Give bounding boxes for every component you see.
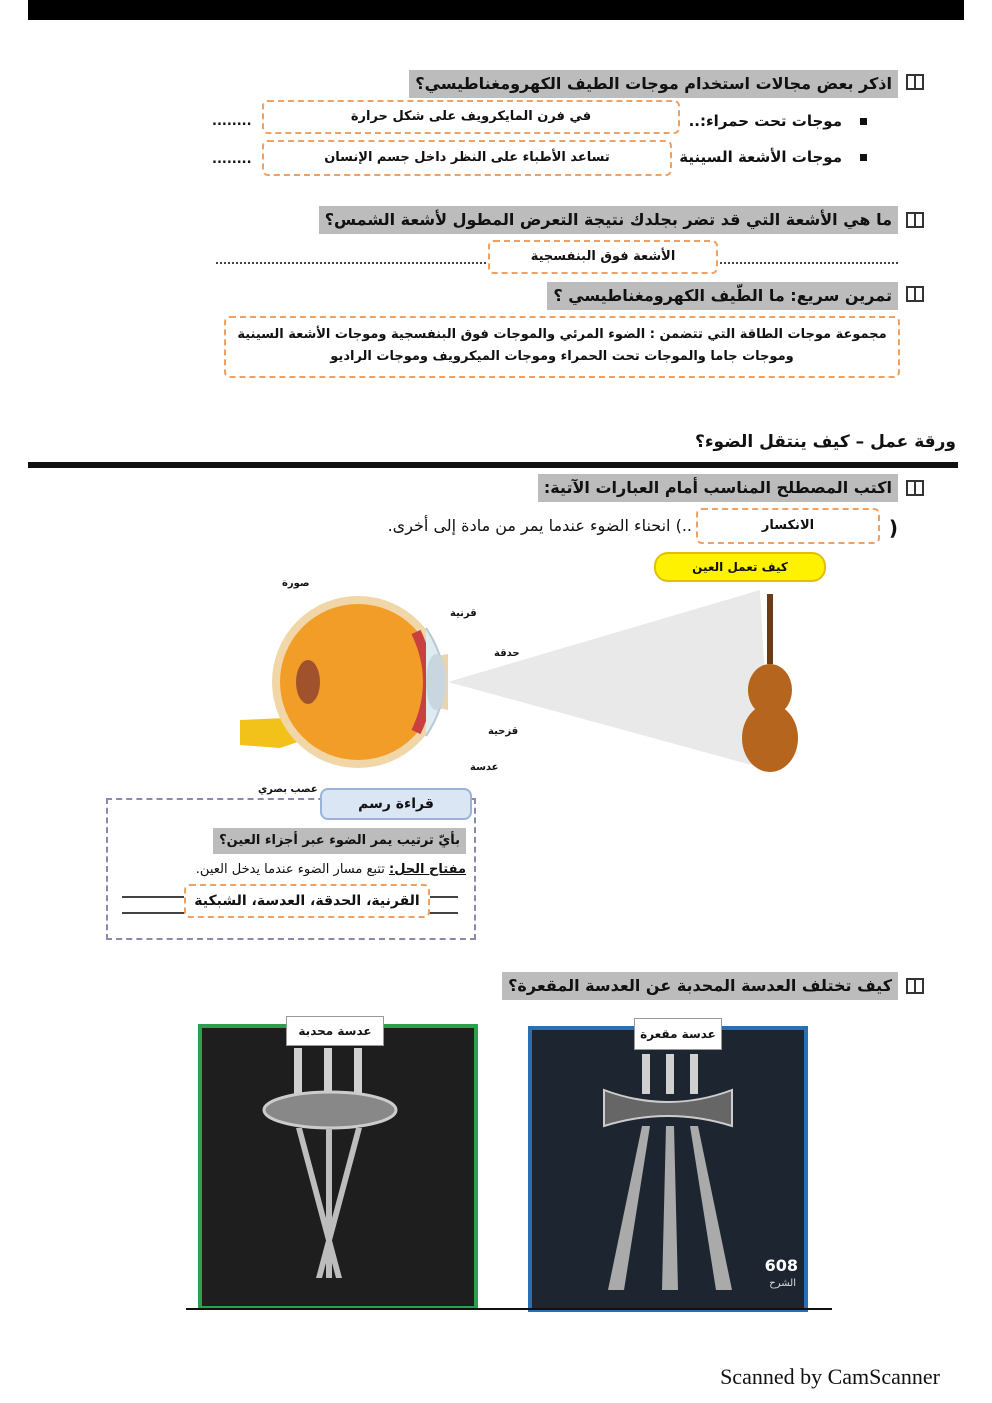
trail-dots: ........	[212, 152, 252, 167]
book-icon	[906, 978, 924, 994]
q1-title: اذكر بعض مجالات استخدام موجات الطيف الكهرومغناطيسي؟	[409, 70, 898, 98]
page-number: 608	[764, 1256, 798, 1275]
label-image: صورة	[282, 578, 310, 589]
lens-shape	[426, 654, 446, 710]
light-ray	[690, 1126, 732, 1290]
book-icon	[906, 480, 924, 496]
diagram-reading-hint: مفتاح الحل: تتبع مسار الضوء عندما يدخل العين.	[195, 862, 466, 877]
trail-dots: ........	[212, 114, 252, 129]
convex-lens-photo	[198, 1024, 478, 1310]
light-ray	[316, 1128, 362, 1278]
term-statement: ..) انحناء الضوء عندما يمر من مادة إلى أخرى.	[387, 516, 692, 535]
q3-answer-line-1: مجموعة موجات الطاقة التي تتضمن : الضوء المرئي والموجات فوق البنفسجية وموجات الأشعة السينية	[237, 327, 887, 342]
q5-title: كيف تختلف العدسة المحدبة عن العدسة المقعرة؟	[502, 972, 898, 1000]
q4-title: اكتب المصطلح المناسب أمام العبارات الآتية:	[538, 474, 898, 502]
light-ray	[608, 1126, 650, 1290]
q1-answer-2[interactable]: تساعد الأطباء على النظر داخل جسم الإنسان	[262, 140, 672, 176]
book-icon	[906, 74, 924, 90]
convex-lens	[264, 1092, 396, 1128]
violin-body-lower	[742, 704, 798, 772]
concave-lens	[604, 1090, 732, 1126]
divider	[28, 462, 958, 468]
bottom-rule	[186, 1308, 832, 1310]
q2-answer[interactable]: الأشعة فوق البنفسجية	[488, 240, 718, 274]
term-answer[interactable]: الانكسار	[696, 508, 880, 544]
q1-item-label: موجات تحت حمراء:..	[688, 112, 842, 130]
convex-lens-drawing	[202, 1028, 474, 1306]
concave-lens-drawing	[532, 1030, 804, 1308]
label-cornea: قرنية	[450, 608, 477, 619]
label-lens: عدسة	[470, 762, 499, 773]
page-note: الشرح	[769, 1278, 796, 1289]
light-ray	[642, 1054, 650, 1094]
scanner-footer: Scanned by CamScanner	[720, 1364, 940, 1389]
q2-title: ما هي الأشعة التي قد تضر بجلدك نتيجة التعرض المطول لأشعة الشمس؟	[319, 206, 898, 234]
answer-dotted-line	[216, 262, 486, 264]
q3-answer[interactable]	[224, 316, 900, 378]
term-open-paren: (	[888, 516, 898, 540]
bullet	[860, 118, 867, 125]
label-optic-nerve: عصب بصري	[258, 784, 318, 795]
q3-title: تمرين سريع: ما الطّيف الكهرومغناطيسي ؟	[547, 282, 898, 310]
worksheet-heading: ورقة عمل – كيف ينتقل الضوء؟	[695, 432, 956, 452]
light-ray	[666, 1054, 674, 1094]
book-icon	[906, 212, 924, 228]
concave-lens-photo	[528, 1026, 808, 1312]
label-pupil: حدقة	[494, 648, 520, 659]
diagram-reading-question: بأيّ ترتيب يمر الضوء عبر أجزاء العين؟	[213, 828, 466, 854]
convex-label: عدسة محدبة	[286, 1016, 384, 1046]
bullet	[860, 154, 867, 161]
top-black-bar	[28, 0, 964, 20]
q1-item-label: موجات الأشعة السينية	[679, 148, 842, 166]
book-icon	[906, 286, 924, 302]
light-cone	[448, 590, 770, 770]
how-eye-works-banner: كيف تعمل العين	[654, 552, 826, 582]
light-ray	[690, 1054, 698, 1094]
concave-label: عدسة مقعرة	[634, 1018, 722, 1050]
label-iris: قزحية	[488, 726, 519, 737]
answer-dotted-line	[720, 262, 898, 264]
light-ray	[662, 1126, 678, 1290]
diagram-reading-answer[interactable]: القرنية، الحدقة، العدسة، الشبكية	[184, 884, 430, 918]
eye-diagram	[240, 570, 840, 810]
retina-image	[296, 660, 320, 704]
q1-answer-1[interactable]: في فرن المايكرويف على شكل حرارة	[262, 100, 680, 134]
diagram-reading-tab: قراءة رسم	[320, 788, 472, 820]
q3-answer-line-2: وموجات جاما والموجات تحت الحمراء وموجات الميكرويف وموجات الراديو	[330, 349, 794, 364]
light-ray	[296, 1128, 342, 1278]
violin-neck	[767, 594, 773, 664]
